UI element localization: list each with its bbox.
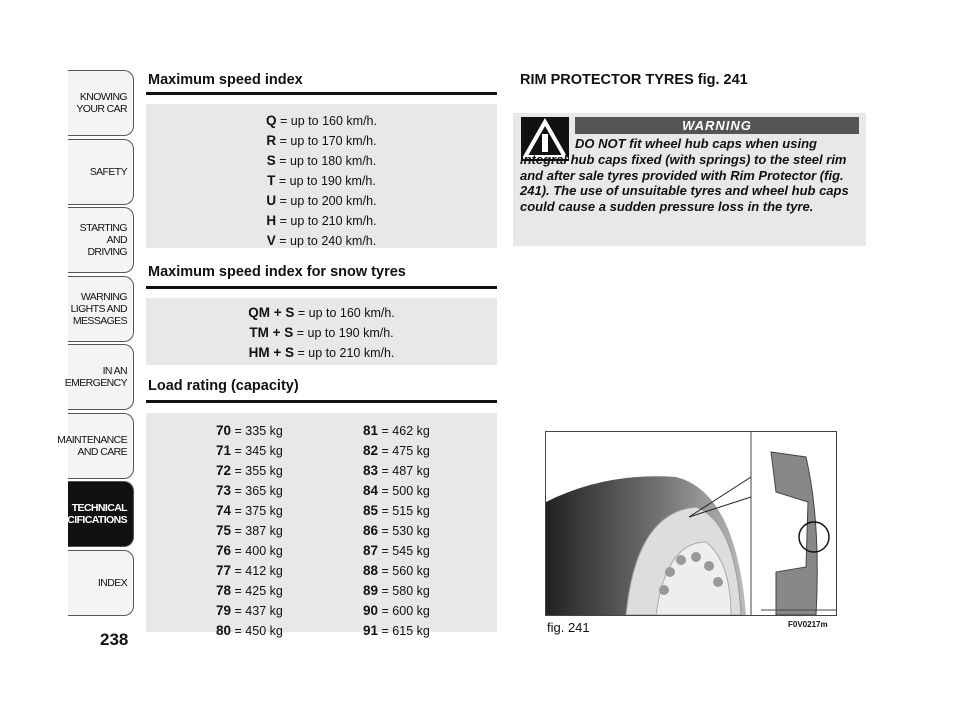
figure-code: F0V0217m (788, 620, 828, 629)
page-number: 238 (100, 630, 129, 649)
row-key: 79 (216, 603, 232, 618)
row-key: V (266, 233, 276, 248)
sidebar-tab[interactable]: STARTING AND DRIVING (68, 207, 134, 273)
row-key: 88 (363, 563, 379, 578)
table-row (216, 601, 283, 621)
row-value: = 375 kg (234, 504, 283, 518)
table-row (216, 481, 283, 501)
row-key: 70 (216, 423, 232, 438)
tyre-illustration (545, 431, 837, 616)
row-key: 81 (363, 423, 379, 438)
row-value: = up to 200 km/h. (279, 194, 377, 208)
row-key: 75 (216, 523, 232, 538)
sidebar-tab[interactable]: TECHNICAL SPECIFICATIONS (68, 481, 134, 547)
row-value: = 355 kg (234, 464, 283, 478)
table-row (216, 581, 283, 601)
row-key: R (266, 133, 277, 148)
row-key: 85 (363, 503, 379, 518)
row-value: = up to 180 km/h. (279, 154, 377, 168)
table-row (216, 441, 283, 461)
row-key: 76 (216, 543, 232, 558)
divider (146, 92, 497, 95)
speed-index-heading: Maximum speed index (148, 72, 303, 88)
snow-speed-table (146, 298, 497, 365)
table-row (363, 461, 430, 481)
row-key: 84 (363, 483, 379, 498)
row-key: 87 (363, 543, 379, 558)
table-row (363, 621, 430, 641)
row-key: HM + S (248, 345, 294, 360)
row-key: Q (266, 113, 277, 128)
sidebar-tab[interactable]: IN AN EMERGENCY (68, 344, 134, 410)
row-key: 73 (216, 483, 232, 498)
row-value: = 425 kg (234, 584, 283, 598)
sidebar-tab[interactable]: WARNING LIGHTS AND MESSAGES (68, 276, 134, 342)
row-key: 89 (363, 583, 379, 598)
row-value: = 500 kg (381, 484, 430, 498)
row-value: = 487 kg (381, 464, 430, 478)
divider (146, 400, 497, 403)
sidebar-tab[interactable]: MAINTENANCE AND CARE (68, 413, 134, 479)
row-key: 78 (216, 583, 232, 598)
row-value: = 515 kg (381, 504, 430, 518)
row-value: = 580 kg (381, 584, 430, 598)
rim-protector-heading: RIM PROTECTOR TYRES fig. 241 (520, 72, 748, 88)
table-row (216, 421, 283, 441)
row-value: = up to 160 km/h. (280, 114, 377, 128)
snow-speed-heading: Maximum speed index for snow tyres (148, 264, 406, 280)
sidebar-tab[interactable]: INDEX (68, 550, 134, 616)
table-row (146, 191, 497, 211)
row-value: = 345 kg (234, 444, 283, 458)
row-key: 83 (363, 463, 379, 478)
row-key: 86 (363, 523, 379, 538)
table-row (363, 521, 430, 541)
sidebar-tab[interactable]: SAFETY (68, 139, 134, 205)
table-row (216, 501, 283, 521)
table-row (363, 601, 430, 621)
row-key: 91 (363, 623, 379, 638)
table-row (146, 111, 497, 131)
row-value: = 437 kg (234, 604, 283, 618)
row-value: = 530 kg (381, 524, 430, 538)
table-row (216, 561, 283, 581)
table-row (146, 131, 497, 151)
row-key: U (266, 193, 277, 208)
row-value: = 400 kg (234, 544, 283, 558)
row-key: QM + S (248, 305, 295, 320)
row-key: H (266, 213, 277, 228)
table-row (146, 211, 497, 231)
table-row (216, 621, 283, 641)
row-key: 90 (363, 603, 379, 618)
table-row (216, 461, 283, 481)
row-key: 72 (216, 463, 232, 478)
table-row (363, 581, 430, 601)
row-value: = 450 kg (234, 624, 283, 638)
row-value: = up to 210 km/h. (279, 214, 377, 228)
table-row (363, 501, 430, 521)
table-row (363, 561, 430, 581)
table-row (216, 541, 283, 561)
table-row (146, 231, 497, 251)
speed-index-table (146, 104, 497, 248)
table-row (363, 441, 430, 461)
row-key: 71 (216, 443, 232, 458)
divider (146, 286, 497, 289)
row-key: T (267, 173, 276, 188)
row-value: = 462 kg (381, 424, 430, 438)
row-value: = 560 kg (381, 564, 430, 578)
row-key: TM + S (249, 325, 294, 340)
row-value: = up to 240 km/h. (279, 234, 377, 248)
table-row (363, 541, 430, 561)
row-key: 77 (216, 563, 232, 578)
table-row (146, 151, 497, 171)
row-value: = 475 kg (381, 444, 430, 458)
row-value: = 545 kg (381, 544, 430, 558)
row-value: = 365 kg (234, 484, 283, 498)
row-value: = 615 kg (381, 624, 430, 638)
row-key: 82 (363, 443, 379, 458)
row-key: S (266, 153, 276, 168)
table-row (216, 521, 283, 541)
warning-box (513, 113, 866, 246)
row-value: = 387 kg (234, 524, 283, 538)
row-value: = up to 160 km/h. (297, 306, 395, 320)
table-row (363, 421, 430, 441)
load-rating-table (146, 413, 497, 638)
warning-title: WARNING (575, 117, 859, 134)
load-rating-heading: Load rating (capacity) (148, 378, 299, 394)
figure-caption: fig. 241 (547, 620, 590, 635)
table-row (363, 481, 430, 501)
row-value: = 412 kg (234, 564, 283, 578)
row-value: = 600 kg (381, 604, 430, 618)
row-key: 74 (216, 503, 232, 518)
row-value: = up to 170 km/h. (279, 134, 377, 148)
row-value: = up to 210 km/h. (297, 346, 395, 360)
row-key: 80 (216, 623, 232, 638)
table-row (146, 303, 497, 323)
table-row (146, 323, 497, 343)
warning-text: DO NOT fit wheel hub caps when using integral hub caps fixed (with springs) to the steel rim and after sale tyres provided with Rim Protector (fig. 241). The use of unsuitable tyres and wheel hub caps could cause a sudden pressure loss in the tyre. (520, 136, 849, 215)
table-row (146, 171, 497, 191)
sidebar-tab[interactable]: KNOWING YOUR CAR (68, 70, 134, 136)
row-value: = up to 190 km/h. (278, 174, 376, 188)
table-row (146, 343, 497, 363)
row-value: = up to 190 km/h. (296, 326, 394, 340)
row-value: = 335 kg (234, 424, 283, 438)
